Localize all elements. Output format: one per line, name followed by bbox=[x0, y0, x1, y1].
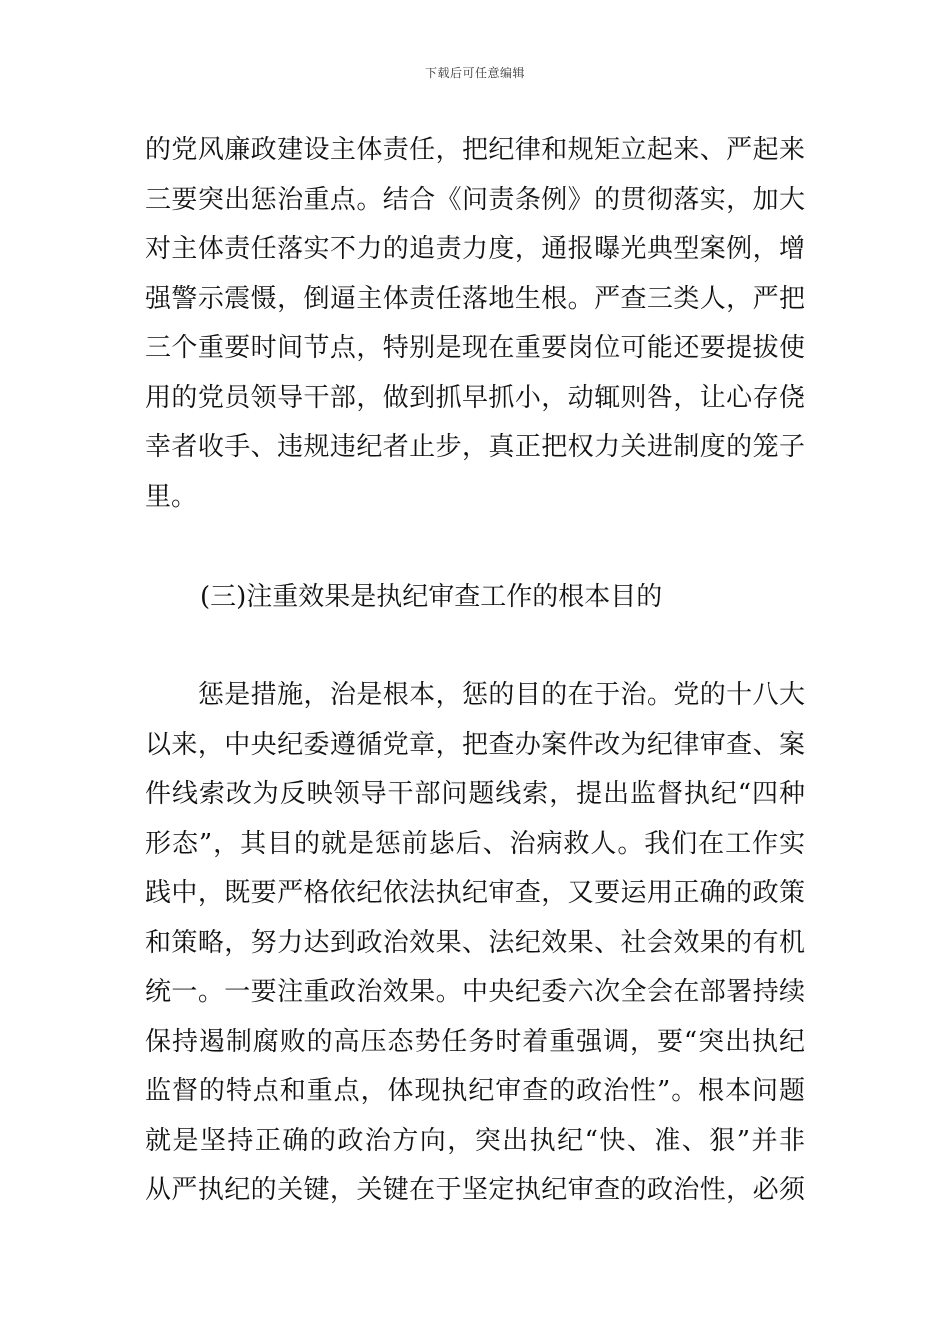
text-line: 三要突出惩治重点。结合《问责条例》的贯彻落实，加大 bbox=[145, 184, 805, 215]
section-heading: (三)注重效果是执纪审查工作的根本目的 bbox=[200, 582, 663, 612]
text-line: 件线索改为反映领导干部问题线索，提出监督执纪“四种 bbox=[145, 779, 805, 809]
text-line: 监督的特点和重点，体现执纪审查的政治性”。根本问题 bbox=[145, 1076, 805, 1106]
text-line: 统一。一要注重政治效果。中央纪委六次全会在部署持续 bbox=[145, 977, 805, 1007]
text-line: 保持遏制腐败的高压态势任务时着重强调，要“突出执纪 bbox=[145, 1026, 805, 1057]
text-line: 里。 bbox=[145, 481, 198, 512]
paragraph-continued bbox=[145, 126, 805, 522]
text-line: 强警示震慑，倒逼主体责任落地生根。严查三类人，严把 bbox=[145, 283, 805, 314]
text-line: 践中，既要严格依纪依法执纪审查，又要运用正确的政策 bbox=[145, 878, 805, 908]
text-line: 惩是措施，治是根本，惩的目的在于治。党的十八大 bbox=[145, 680, 805, 710]
paragraph-main bbox=[145, 671, 805, 1216]
page-header: 下载后可任意编辑 bbox=[424, 66, 525, 80]
text-line: 就是坚持正确的政治方向，突出执纪“快、准、狠”并非 bbox=[145, 1125, 805, 1156]
text-line: 形态”，其目的就是惩前毖后、治病救人。我们在工作实 bbox=[145, 828, 805, 859]
text-line: 幸者收手、违规违纪者止步，真正把权力关进制度的笼子 bbox=[145, 432, 805, 462]
text-line: 以来，中央纪委遵循党章，把查办案件改为纪律审查、案 bbox=[145, 729, 805, 760]
text-line: 用的党员领导干部，做到抓早抓小，动辄则咎，让心存侥 bbox=[145, 382, 805, 413]
text-line: 三个重要时间节点，特别是现在重要岗位可能还要提拔使 bbox=[145, 333, 805, 363]
text-line: 对主体责任落实不力的追责力度，通报曝光典型案例，增 bbox=[145, 234, 805, 264]
text-line: 从严执纪的关键，关键在于坚定执纪审查的政治性，必须 bbox=[145, 1175, 805, 1205]
text-line: 的党风廉政建设主体责任，把纪律和规矩立起来、严起来 bbox=[145, 135, 805, 165]
text-line: 和策略，努力达到政治效果、法纪效果、社会效果的有机 bbox=[145, 927, 805, 958]
